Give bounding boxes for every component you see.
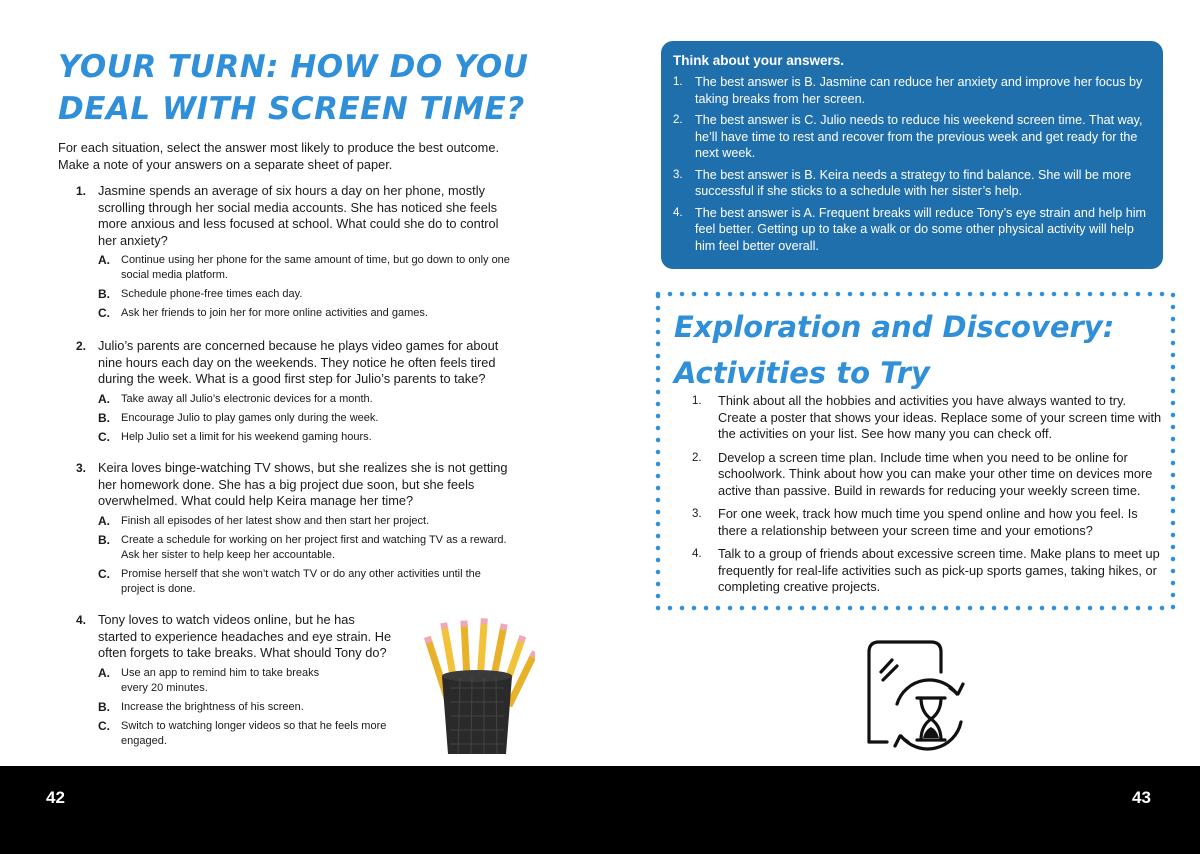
exploration-box <box>654 290 1177 612</box>
question-text: Keira loves binge-watching TV shows, but she realizes she is not getting her homework done. She has a big project due soon, but she feels overwhelmed. What could help Keira manage her time? <box>98 460 508 508</box>
question-number: 3. <box>76 461 87 475</box>
title-line-2: DEAL WITH SCREEN TIME? <box>58 91 525 127</box>
option-letter: A. <box>98 513 110 528</box>
option-text: Switch to watching longer videos so that he feels more engaged. <box>121 719 387 747</box>
answer-number: 1. <box>673 76 683 88</box>
option-text: Schedule phone-free times each day. <box>121 288 303 300</box>
option-b <box>98 700 368 715</box>
answer-item <box>673 205 1149 255</box>
activity-text: For one week, track how much time you spend online and how you feel. Is there a relationship between your screen time and your emotions? <box>718 506 1138 538</box>
activity-item <box>692 546 1162 596</box>
question-3 <box>76 460 516 597</box>
answer-item <box>673 167 1149 200</box>
option-letter: A. <box>98 665 110 680</box>
option-c <box>98 567 516 597</box>
question-number: 1. <box>76 184 87 198</box>
footer-bar <box>0 766 1200 854</box>
answer-text: The best answer is B. Keira needs a strategy to find balance. She will be more successful if she sticks to a schedule with her sister’s help. <box>695 167 1132 198</box>
answer-item <box>673 112 1149 162</box>
option-b <box>98 411 516 426</box>
question-text: Julio’s parents are concerned because he plays video games for about nine hours each day on the weekends. They notice he often feels tired during the week. What is a good first step for Julio’s parents to take? <box>98 338 499 386</box>
question-2 <box>76 338 516 445</box>
activity-item <box>692 506 1162 539</box>
pencil-cup-image <box>420 618 535 758</box>
intro-text: For each situation, select the answer most likely to produce the best outcome. Make a note of your answers on a separate sheet of paper. <box>58 140 500 172</box>
option-a <box>98 392 516 407</box>
activity-number: 2. <box>692 451 702 464</box>
mesh-cup <box>442 670 512 754</box>
option-letter: B. <box>98 287 110 301</box>
exploration-title <box>674 304 1164 396</box>
option-text: Use an app to remind him to take breaks every 20 minutes. <box>121 666 320 694</box>
option-a <box>98 514 516 529</box>
option-text: Help Julio set a limit for his weekend gaming hours. <box>121 430 372 443</box>
activity-number: 3. <box>692 508 702 520</box>
answer-text: The best answer is B. Jasmine can reduce her anxiety and improve her focus by taking breaks from her screen. <box>695 75 1143 106</box>
answer-number: 2. <box>673 114 683 126</box>
activity-text: Develop a screen time plan. Include time when you need to be online for schoolwork. Think about how you can make your other time on devices more active than passive. Build in rewards for reducing your weekly screen time. <box>718 449 1153 498</box>
option-a <box>98 253 516 283</box>
answer-item <box>673 74 1149 107</box>
right-page <box>600 0 1200 766</box>
activity-number: 1. <box>692 395 702 407</box>
page-number-right: 43 <box>1132 788 1151 807</box>
option-c <box>98 430 516 445</box>
left-page <box>0 0 600 766</box>
title-line-1: YOUR TURN: HOW DO YOU <box>58 49 529 85</box>
question-text: Jasmine spends an average of six hours a day on her phone, mostly scrolling through her social media accounts. She has noticed she feels more anxious and less focused at school. What could she do to control her anxiety? <box>98 183 499 248</box>
question-number: 4. <box>76 613 87 627</box>
page-title <box>58 46 538 130</box>
option-letter: C. <box>98 429 110 444</box>
option-letter: B. <box>98 410 110 425</box>
activity-item <box>692 393 1162 443</box>
option-letter: C. <box>98 306 110 320</box>
question-4 <box>76 612 396 749</box>
answers-heading: Think about your answers. <box>673 53 845 68</box>
option-b <box>98 287 516 302</box>
option-text: Finish all episodes of her latest show and then start her project. <box>121 514 430 527</box>
page-number-left: 42 <box>46 788 65 807</box>
option-text: Increase the brightness of his screen. <box>121 700 304 713</box>
question-number: 2. <box>76 339 87 353</box>
option-text: Create a schedule for working on her project first and watching TV as a reward. Ask her sister to help keep her accountable. <box>121 533 507 561</box>
option-b <box>98 533 516 563</box>
answer-number: 3. <box>673 168 683 181</box>
option-text: Promise herself that she won’t watch TV or do any other activities until the project is done. <box>121 567 481 595</box>
activities-list <box>692 393 1162 603</box>
activity-item <box>692 450 1162 500</box>
activity-number: 4. <box>692 548 702 560</box>
option-text: Ask her friends to join her for more online activities and games. <box>121 307 428 319</box>
activity-text: Talk to a group of friends about excessive screen time. Make plans to meet up frequently for real-life activities such as pick-up sports games, taking hikes, or completing creative projects. <box>718 546 1160 594</box>
answer-number: 4. <box>673 206 683 219</box>
option-letter: C. <box>98 718 110 733</box>
option-letter: C. <box>98 566 110 581</box>
device-hourglass-icon <box>857 638 969 756</box>
option-letter: A. <box>98 391 110 406</box>
exploration-title-line-1: Exploration and Discovery: <box>674 310 1115 344</box>
option-c <box>98 306 516 321</box>
exploration-title-line-2: Activities to Try <box>674 356 930 390</box>
option-text: Take away all Julio’s electronic devices for a month. <box>121 392 373 405</box>
activity-text: Think about all the hobbies and activities you have always wanted to try. Create a poster that shows your ideas. Replace some of your screen time with the activities on your list. See how many you can check off. <box>718 393 1162 441</box>
option-letter: B. <box>98 532 110 547</box>
option-letter: A. <box>98 253 110 267</box>
question-1 <box>76 183 516 321</box>
option-text: Encourage Julio to play games only during the week. <box>121 411 379 424</box>
option-text: Continue using her phone for the same amount of time, but go down to only one social media platform. <box>121 254 510 281</box>
answers-box <box>661 41 1163 269</box>
question-text: Tony loves to watch videos online, but he has started to experience headaches and eye strain. He often forgets to take breaks. What should Tony do? <box>98 612 392 660</box>
answer-text: The best answer is A. Frequent breaks will reduce Tony’s eye strain and help him feel better. Getting up to take a walk or do some other physical activity will help him feel better overall. <box>695 205 1147 253</box>
option-letter: B. <box>98 699 110 714</box>
answer-text: The best answer is C. Julio needs to reduce his weekend screen time. That way, he’ll have time to rest and recover from the previous week and get ready for the next week. <box>695 113 1143 160</box>
option-a <box>98 666 348 696</box>
option-c <box>98 719 388 749</box>
